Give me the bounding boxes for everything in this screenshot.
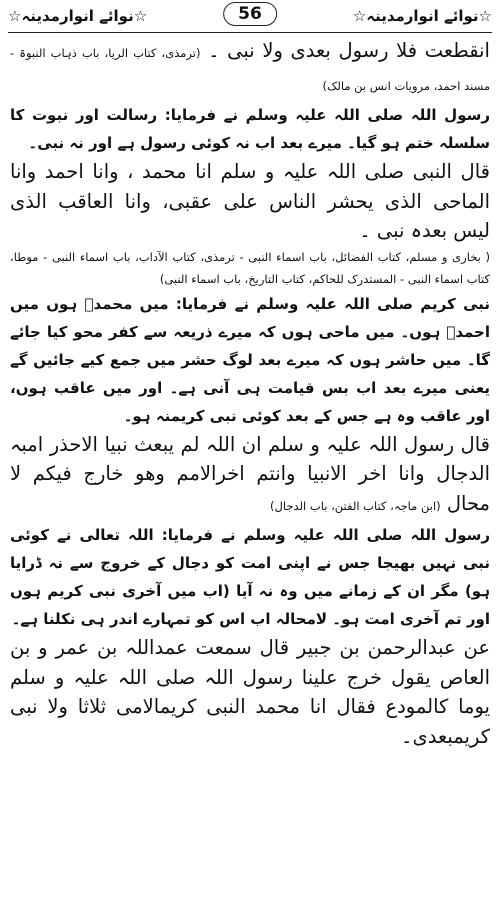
urdu-translation-2: نبی کریم صلی اللہ علیہ وسلم نے فرمایا: میں محمدؐ ہوں میں احمدؐ ہوں۔ میں ماحی ہوں کہ میرے ذریعہ سے کفر محو کیا جائے گا۔ میں حاشر ہوں کہ میرے بعد لوگ حشر میں جمع کیے جائیں گے یعنی میرے بعد اب بس قیامت ہی آنی ہے۔ اور میں عاقب ہوں، اور عاقب وہ ہے جس کے بعد کوئی نبی کریمنہ ہو۔: [10, 294, 490, 425]
header-title-left: ☆نوائے انوارمدینہ☆: [8, 7, 148, 25]
reference-1: (ترمذی، کتاب الریا، باب ذہاب النبوۃ - مسند احمد، مرویات انس بن مالک): [10, 46, 490, 93]
hadith-arabic-1: انقطعت فلا رسول بعدی ولا نبی ۔ (ترمذی، کتاب الریا، باب ذہاب النبوۃ - مسند احمد، مرویات انس بن مالک): [10, 39, 490, 93]
urdu-translation-3: رسول اللہ صلی اللہ علیہ وسلم نے فرمایا: اللہ تعالی نے کوئی نبی نہیں بھیجا جس نے اپنی امت کو دجال کے خروج سے نہ ڈرایا ہو) مگر ان کے زمانے میں وہ نہ آیا (اب میں آخری نبی کریم ہوں اور تم آخری امت ہو۔ لامحالہ اب اس کو تمہارے اندر ہی نکلنا ہے۔: [10, 526, 490, 628]
hadith-arabic-4: عن عبدالرحمن بن جبیر قال سمعت عمداللہ بن عمر و بن العاص یقول خرج علینا رسول اللہ صلی اللہ علیہ و سلم یوما کالمودع فقال انا محمد النبی کریمالامی ثلاثا ولا نبی کریمبعدی۔: [10, 636, 490, 748]
header-title-right: ☆نوائے انوارمدینہ☆: [352, 7, 492, 25]
page-number: 56: [223, 2, 277, 26]
urdu-translation-1: رسول اللہ صلی اللہ علیہ وسلم نے فرمایا: رسالت اور نبوت کا سلسلہ ختم ہو گیا۔ میرے بعد اب نہ کوئی رسول ہے اور نہ نبی۔: [10, 106, 490, 152]
reference-3: (ابن ماجہ، کتاب الفتن، باب الدجال): [270, 498, 441, 513]
page-header: [0, 0, 500, 32]
hadith-arabic-3: قال رسول اللہ علیہ و سلم ان اللہ لم یبعث نبیا الاحذر امبہ الدجال وانا اخر الانبیا وانتم اخرالامم وھو خارج فیکم لا محال (ابن ماجہ، کتاب الفتن، باب الدجال): [10, 432, 490, 515]
page-body: [10, 36, 490, 751]
header-rule: [8, 32, 492, 33]
reference-2: ( بخاری و مسلم، کتاب الفضائل، باب اسماء النبی - ترمذی، کتاب الآداب، باب اسماء النبی - موطا، کتاب اسماء النبی - المستدرک للحاکم، کتاب التاریخ، باب اسماء النبی): [10, 249, 490, 286]
hadith-arabic-2: قال النبی صلی اللہ علیہ و سلم انا محمد ، وانا احمد وانا الماحی الذی یحشر الناس علی عقبی، وانا العاقب الذی لیس بعدہ نبی ۔: [10, 160, 490, 242]
